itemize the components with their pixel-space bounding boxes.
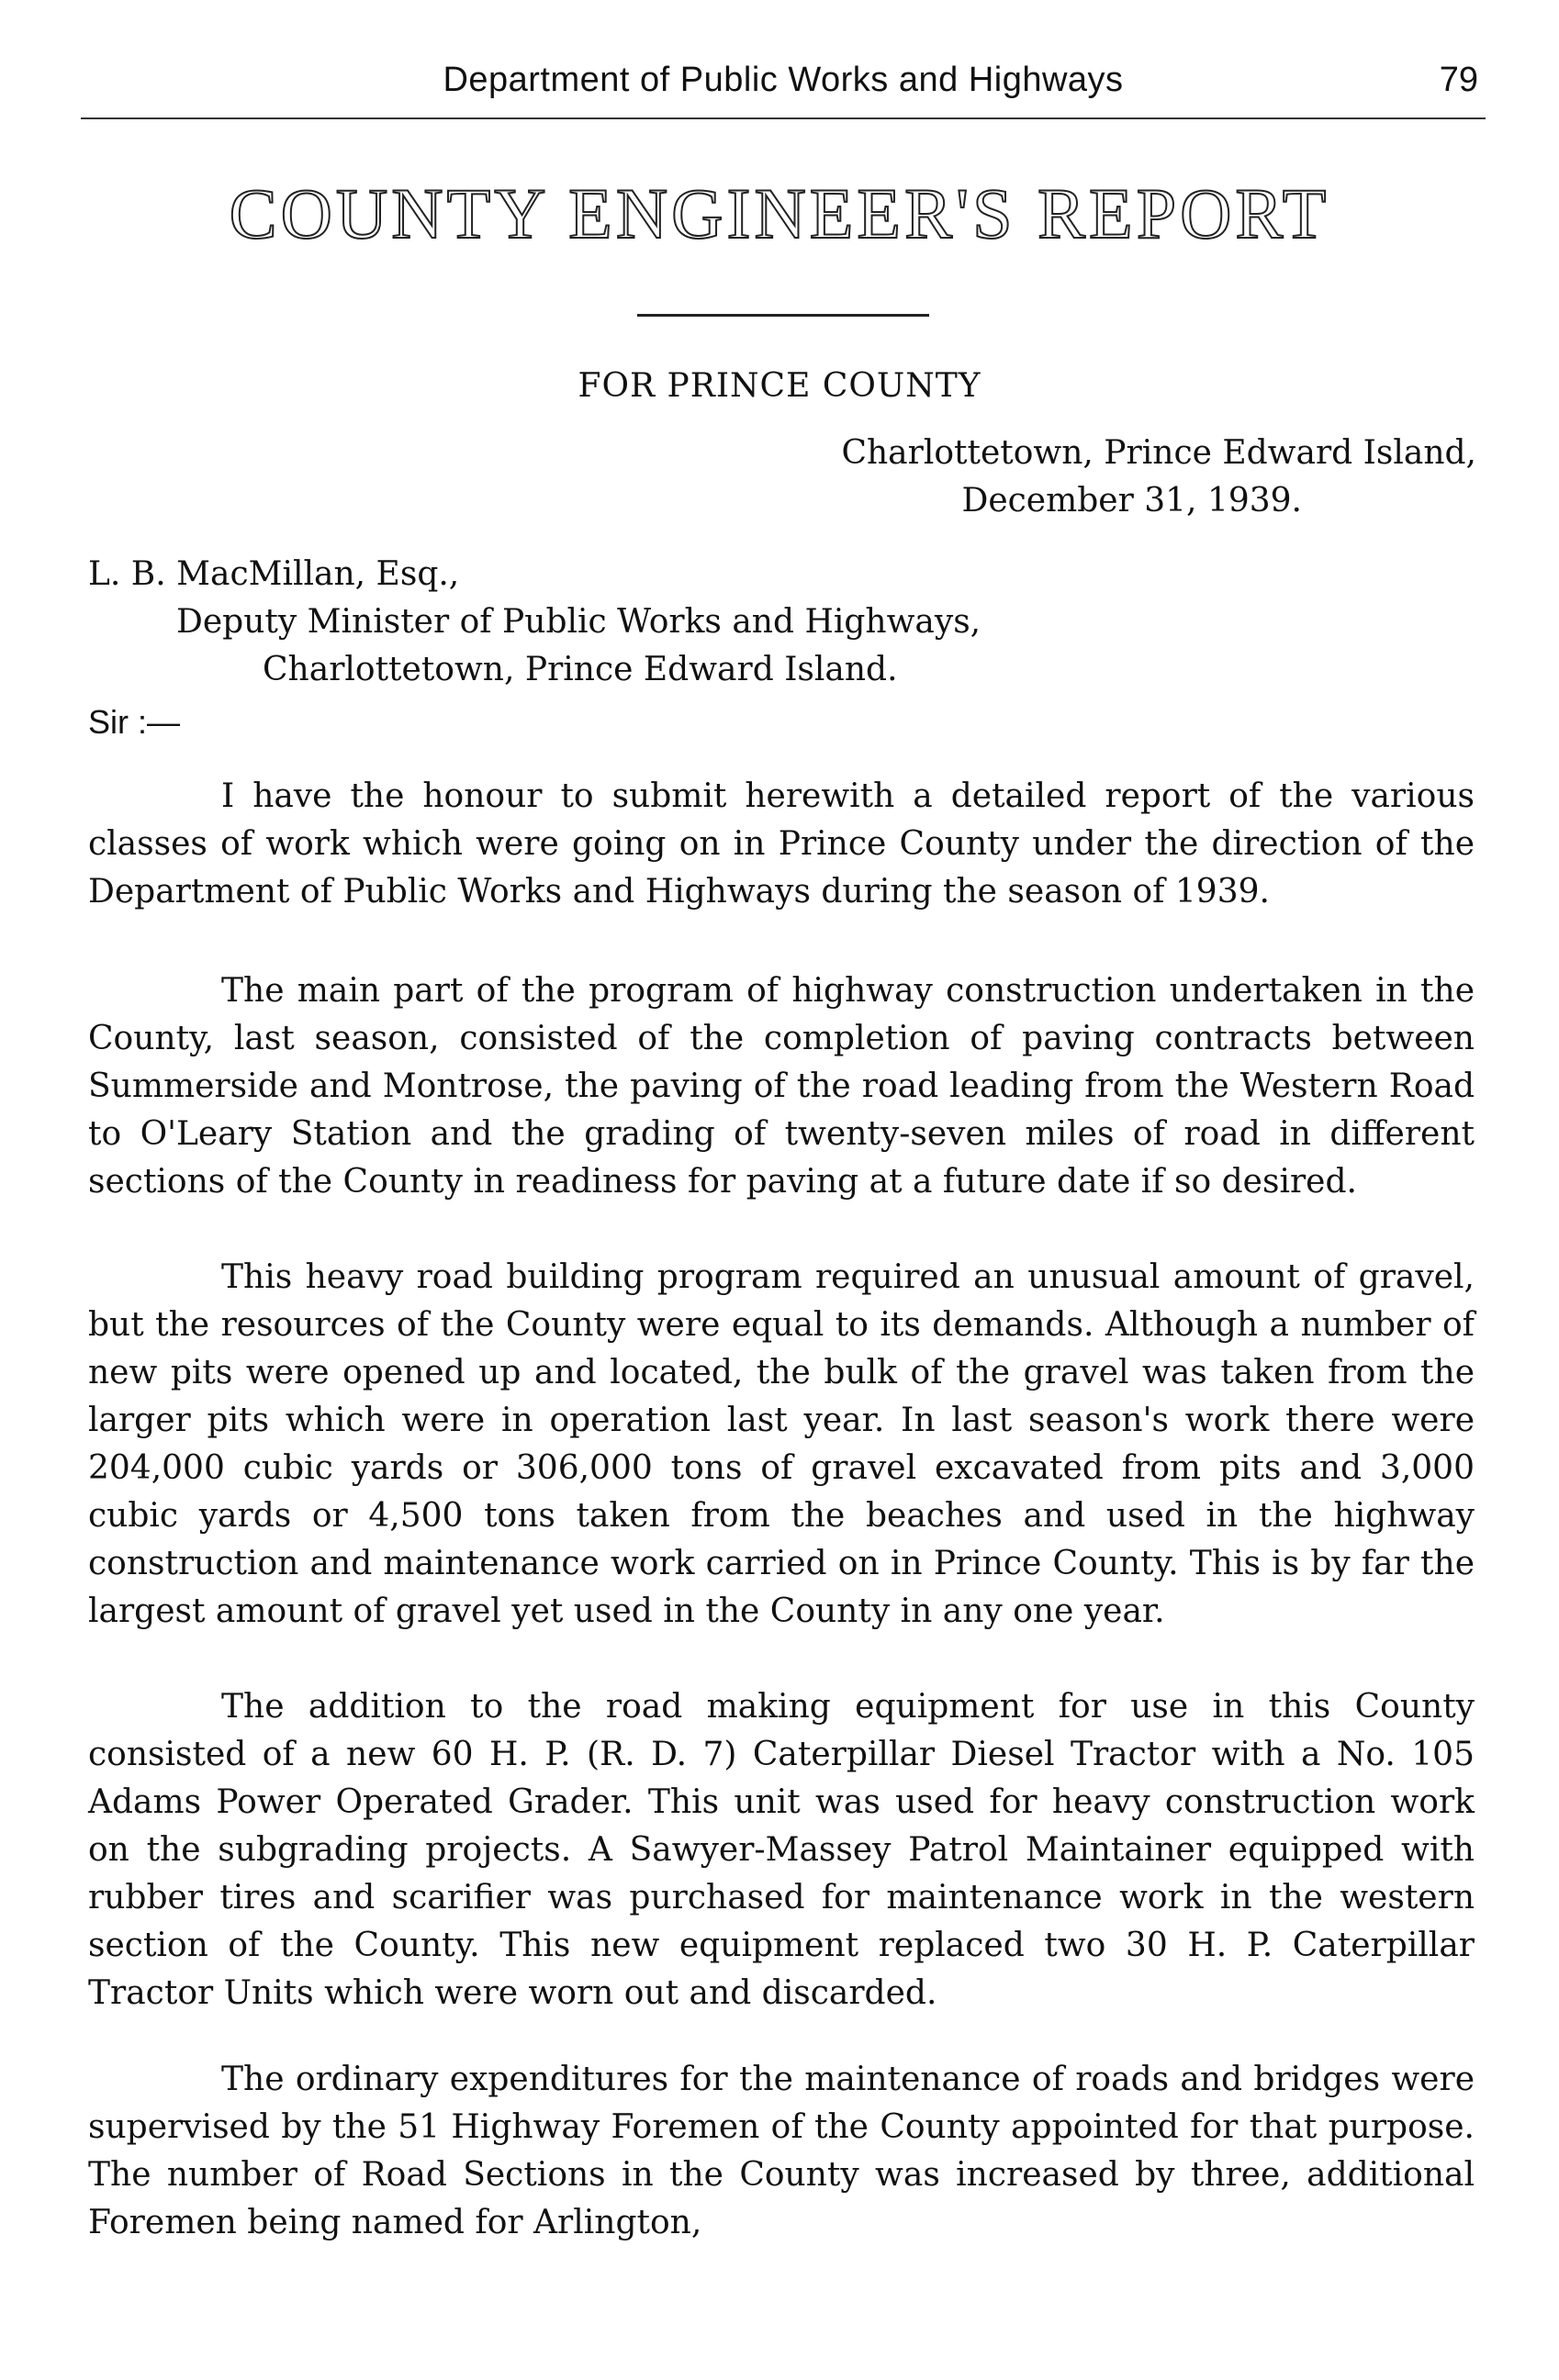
paragraph-equipment: The addition to the road making equipment for use in this County consisted of a new 60 H. P. (R. D. 7) Caterpillar Diesel Tractor with a No. 105 Adams Power Operated Grader. This unit was used for heavy construction work on the subgrading projects. A Sawyer-Massey Patrol Maintainer equipped with rubber tires and scarifier was purchased for maintenance work in the western section of the County. This new equipment replaced two 30 H. P. Caterpillar Tractor Units which were worn out and discarded. <box>88 1688 1475 2012</box>
running-header <box>81 53 1486 119</box>
dateline <box>841 430 1476 525</box>
running-title: Department of Public Works and Highways <box>443 61 1124 99</box>
report-subtitle: FOR PRINCE COUNTY <box>578 367 981 405</box>
addressee-name: L. B. MacMillan, Esq., <box>88 555 460 593</box>
addressee-position: Deputy Minister of Public Works and Highways, <box>176 603 981 641</box>
page-number: 79 <box>1439 61 1478 99</box>
title-rule <box>637 314 929 317</box>
dateline-date: December 31, 1939. <box>961 482 1302 520</box>
dateline-place: Charlottetown, Prince Edward Island, <box>841 434 1476 472</box>
paragraph-gravel: This heavy road building program required an unusual amount of gravel, but the resources of the County were equal to its demands. Although a number of new pits were opened up and located, the bulk of the gravel was taken from the larger pits which were in operation last year. In last season's work there were 204,000 cubic yards or 306,000 tons of gravel excavated from pits and 3,000 cubic yards or 4,500 tons taken from the beaches and used in the highway construction and maintenance work carried on in Prince County. This is by far the largest amount of gravel yet used in the County in any one year. <box>88 1258 1475 1630</box>
paragraph-construction-program: The main part of the program of highway construction undertaken in the County, last season, consisted of the completion of paving contracts between Summerside and Montrose, the paving of the road leading from the Western Road to O'Leary Station and the grading of twenty-seven miles of road in different sections of the County in readiness for paving at a future date if so desired. <box>88 972 1475 1201</box>
salutation: Sir :— <box>88 703 181 741</box>
paragraph-introduction: I have the honour to submit herewith a detailed report of the various classes of work which were going on in Prince County under the direction of the Department of Public Works and Highways during the season of 1939. <box>88 777 1475 911</box>
paragraph-maintenance: The ordinary expenditures for the maintenance of roads and bridges were supervised by the 51 Highway Foremen of the County appointed for that purpose. The number of Road Sections in the County was increased by three, additional Foremen being named for Arlington, <box>88 2061 1475 2241</box>
addressee-place: Charlottetown, Prince Edward Island. <box>263 651 898 688</box>
addressee-block <box>88 551 981 694</box>
report-title: COUNTY ENGINEER'S REPORT <box>229 173 1330 253</box>
